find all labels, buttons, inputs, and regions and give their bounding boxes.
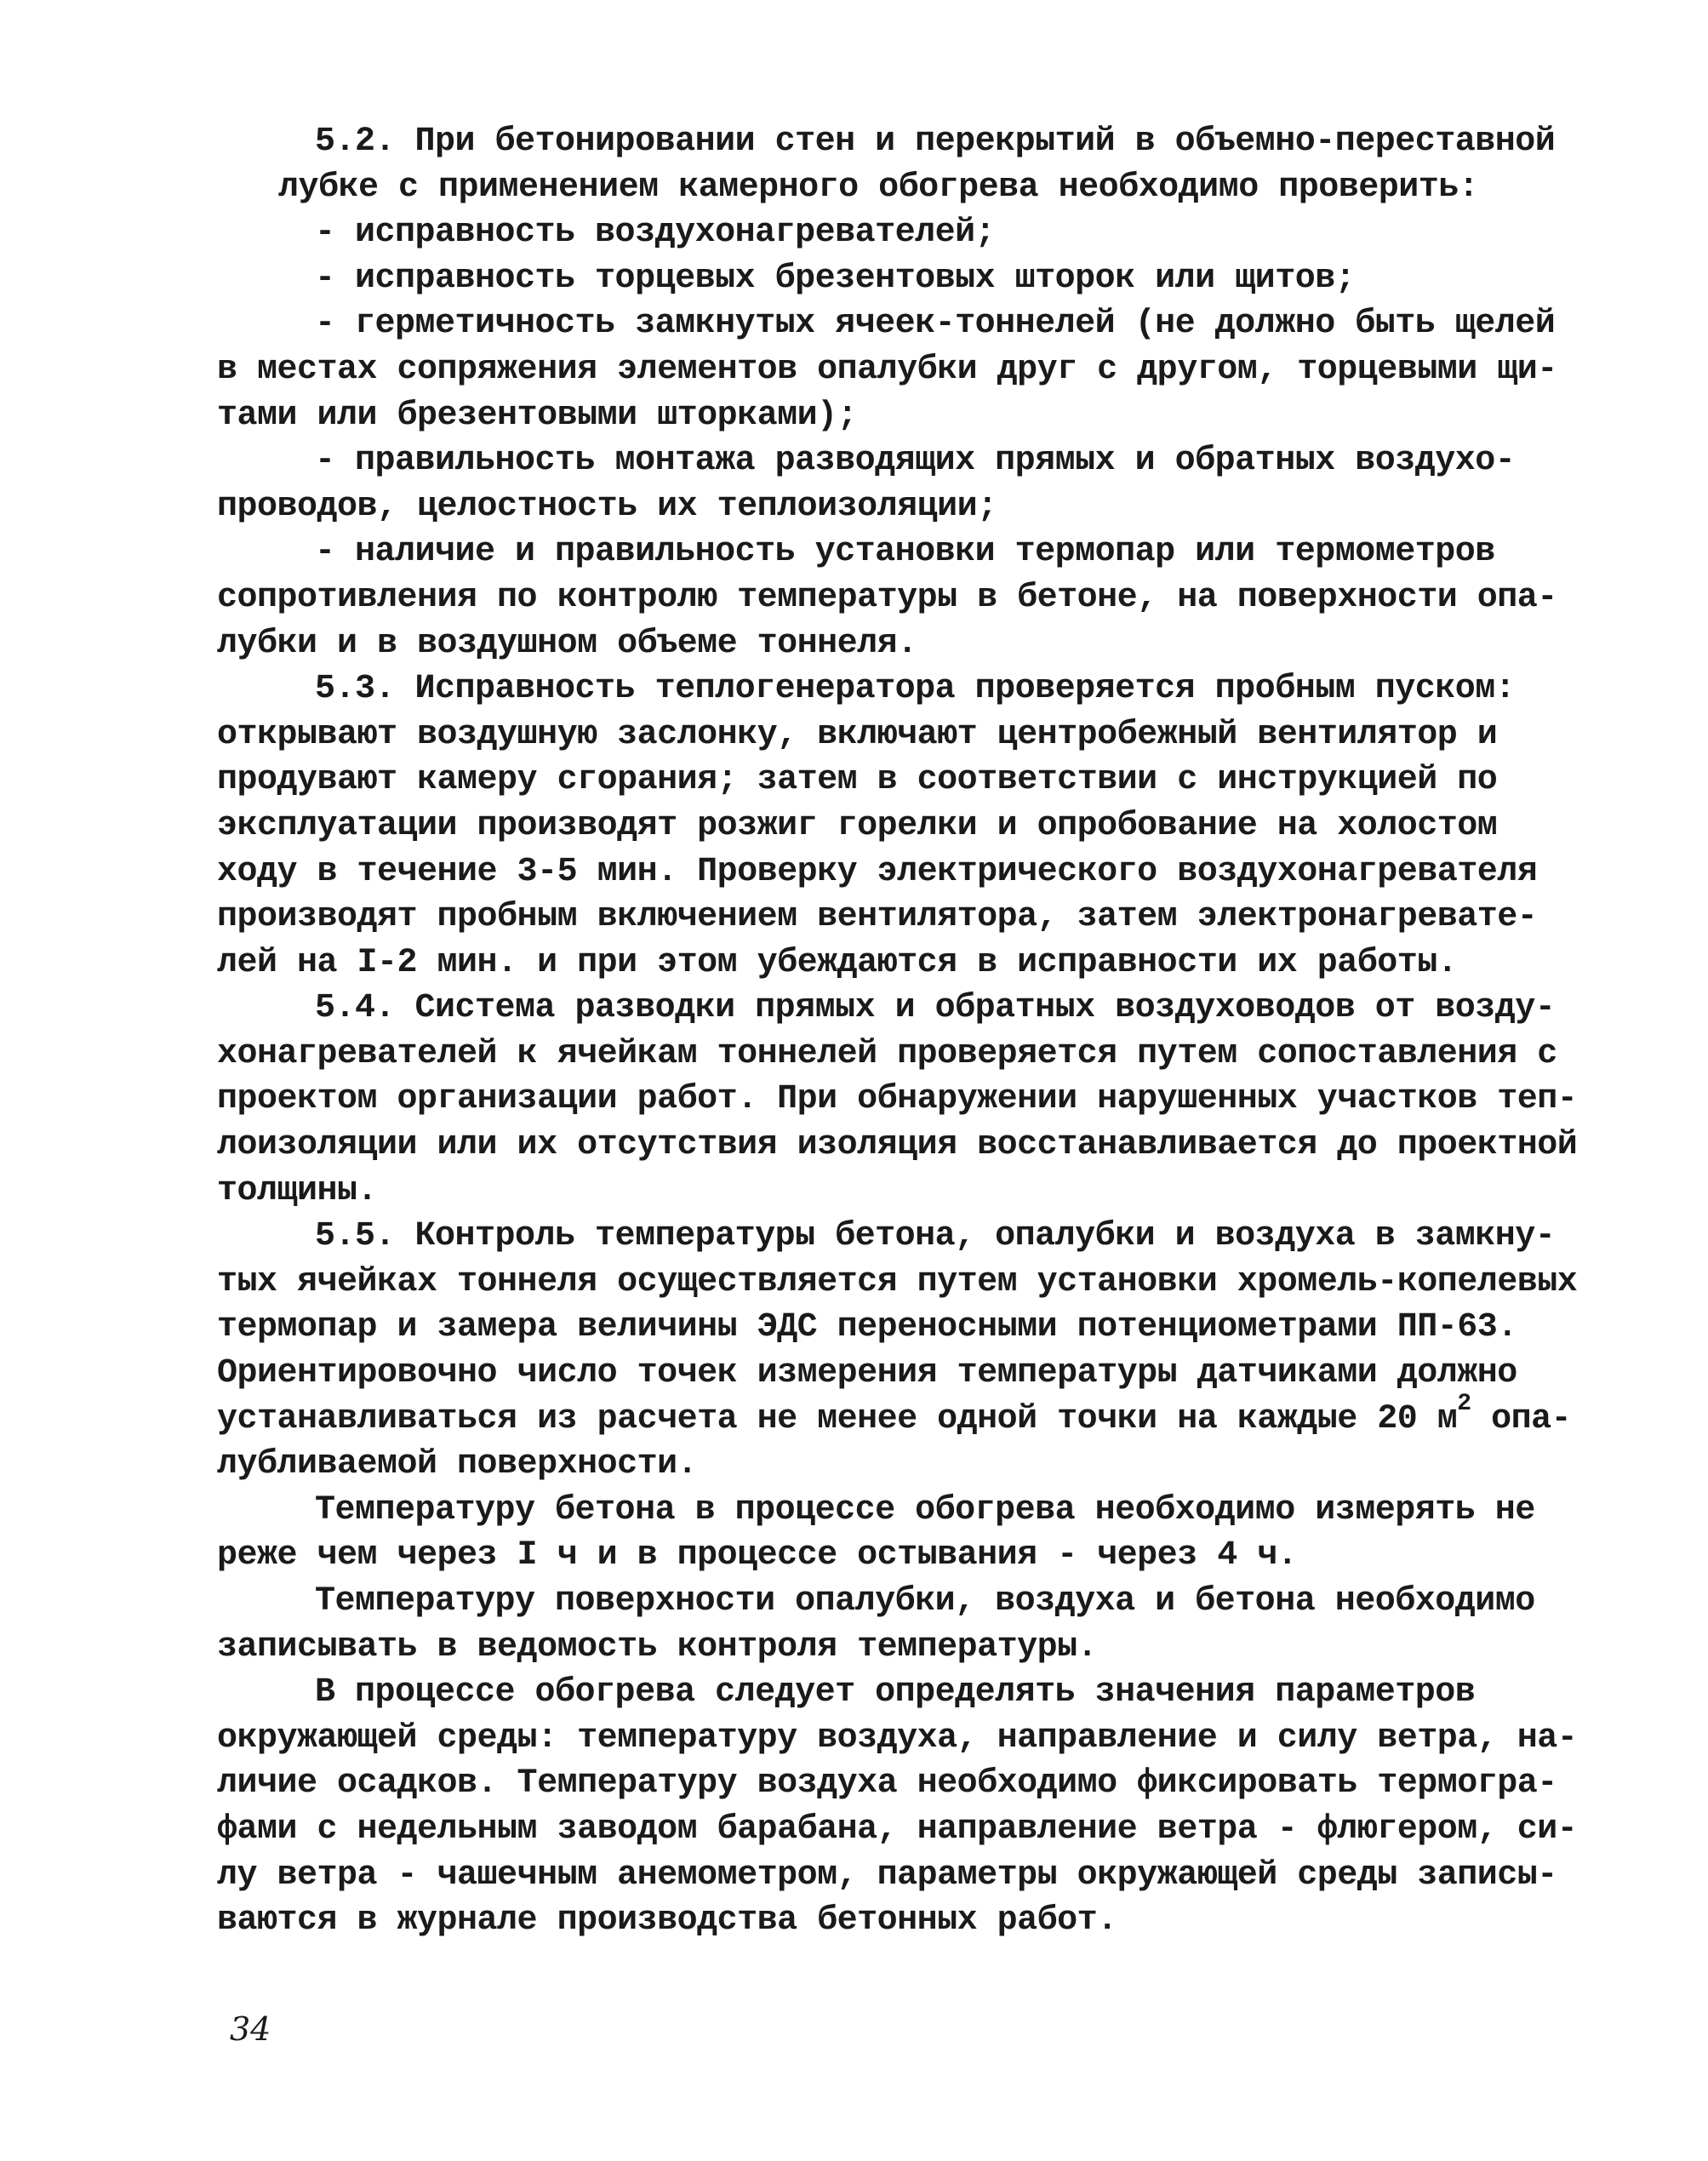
text-line: тых ячейках тоннеля осуществляется путем установки хромель-копелевых [217,1262,1578,1301]
text-line: в местах сопряжения элементов опалубки друг с другом, торцевыми щи- [217,350,1557,389]
text-line: лей на I-2 мин. и при этом убеждаются в исправности их работы. [217,943,1458,982]
text-line: лубки и в воздушном объеме тоннеля. [217,624,917,663]
text-line: записывать в ведомость контроля температуры. [217,1627,1098,1666]
text-line: - исправность торцевых брезентовых шторок или щитов; [315,259,1356,298]
text-line: 5.2. При бетонировании стен и перекрытий в объемно-переставной [315,123,1556,161]
text-line: Ориентировочно число точек измерения температуры датчиками должно [217,1354,1517,1393]
superscript: 2 [1457,1391,1471,1418]
text-line: проводов, целостность их теплоизоляции; [217,487,997,526]
text-line-with-superscript [217,1391,1572,1443]
text-line: В процессе обогрева следует определять значения параметров [315,1673,1476,1712]
text-line: продувают камеру сгорания; затем в соответствии с инструкцией по [217,761,1498,800]
text-line: - исправность воздухонагревателей; [315,214,996,253]
text-line: сопротивления по контролю температуры в бетоне, на поверхности опа- [217,578,1557,617]
text-line: открывают воздушную заслонку, включают центробежный вентилятор и [217,715,1498,754]
text-line: ходу в течение 3-5 мин. Проверку электрического воздухонагревателя [217,852,1538,891]
text-line: проектом организации работ. При обнаружении нарушенных участков теп- [217,1080,1578,1119]
text-line: лу ветра - чашечным анемометром, параметры окружающей среды записы- [217,1855,1557,1895]
text-segment: устанавливаться из расчета не менее одной точки на каждые 20 м [217,1399,1458,1438]
text-line: производят пробным включением вентилятора, затем электронагревате- [217,898,1538,937]
text-line: хонагревателей к ячейкам тоннелей проверяется путем сопоставления с [217,1034,1557,1073]
text-line: - наличие и правильность установки термопар или термометров [315,533,1495,572]
text-line: реже чем через I ч и в процессе остывания - через 4 ч. [217,1536,1298,1575]
text-line: лоизоляции или их отсутствия изоляция восстанавливается до проектной [217,1126,1578,1165]
text-segment: опа- [1471,1399,1572,1438]
text-line: тами или брезентовыми шторками); [217,396,858,435]
text-line: эксплуатации производят розжиг горелки и опробование на холостом [217,806,1498,845]
text-line: личие осадков. Температуру воздуха необходимо фиксировать термогра- [217,1764,1557,1804]
text-line: лубливаемой поверхности. [217,1445,698,1484]
page-number: 34 [230,2010,271,2048]
text-line: Температуру бетона в процессе обогрева необходимо измерять не [315,1490,1535,1529]
body-text [217,119,1578,1944]
text-line: толщины. [217,1171,378,1210]
text-line: 5.4. Система разводки прямых и обратных воздуховодов от возду- [315,989,1556,1028]
text-line: 5.5. Контроль температуры бетона, опалубки и воздуха в замкну- [315,1217,1556,1256]
text-line: - герметичность замкнутых ячеек-тоннелей (не должно быть щелей [315,305,1556,344]
text-line: - правильность монтажа разводящих прямых и обратных воздухо- [315,442,1516,481]
text-line: ваются в журнале производства бетонных работ. [217,1901,1117,1941]
text-line: Температуру поверхности опалубки, воздуха и бетона необходимо [315,1582,1535,1621]
text-line: окружающей среды: температуру воздуха, направление и силу ветра, на- [217,1718,1578,1758]
text-line: 5.3. Исправность теплогенератора проверяется пробным пуском: [315,670,1516,709]
text-line: лубке с применением камерного обогрева необходимо проверить: [278,168,1479,207]
text-line: фами с недельным заводом барабана, направление ветра - флюгером, си- [217,1809,1578,1849]
text-line: термопар и замера величины ЭДС переносными потенциометрами ПП-63. [217,1308,1517,1347]
